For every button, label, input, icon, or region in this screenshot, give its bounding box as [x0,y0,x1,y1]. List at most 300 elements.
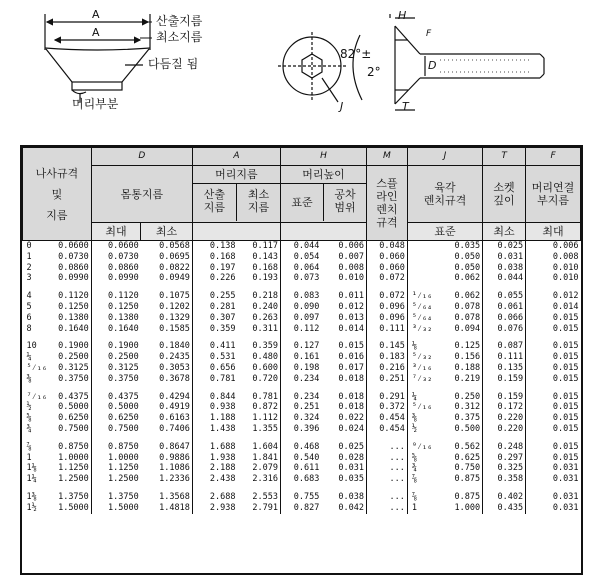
header-socket-line2: 깊이 [493,194,515,207]
table-cell: 0.844 [192,392,237,403]
table-cell: 0.055 [483,291,526,302]
group-spacer [23,435,581,442]
table-cell: 0.8750 [58,441,89,452]
table-cell: 0.007 [338,251,364,262]
spacer-cell [483,435,526,442]
table-cell: 0.872 [252,402,278,413]
table-cell: 0.0990 [91,273,140,284]
table-cell: ⁵⁄₁₆ [407,402,426,413]
table-cell: ⁵⁄₃₂ [407,352,426,363]
table-cell: ⁷⁄₃₂ [407,374,426,385]
table-cell: 0.9886 [159,452,190,463]
table-cell: 1.1086 [159,463,190,474]
table-cell: 0.0822 [159,262,190,273]
header-letter-m: M [366,148,407,166]
table-cell: 0.028 [338,452,364,463]
spacer-cell [427,385,483,392]
table-cell: 0.096 [366,313,407,324]
header-hex-wrench [407,166,482,223]
table-cell: 0.562 [454,441,481,452]
table-cell: 0.938 [192,402,237,413]
table-cell: 0.234 [281,374,322,385]
header-head-max-line1: 산출 [203,188,226,201]
spacer-cell [407,334,426,341]
label-d: D [428,59,437,72]
table-cell: 0.076 [483,324,526,335]
spacer-cell [407,435,426,442]
table-cell: 0.281 [192,302,237,313]
table-cell: ⁵⁄₆₄ [407,313,426,324]
table-cell: 0.755 [281,492,322,503]
table-cell: 1.1250 [58,463,89,474]
table-cell: 0.073 [281,273,322,284]
table-row [23,252,581,263]
table-cell: 0.234 [281,392,322,403]
table-cell: 0.061 [483,302,526,313]
table-cell: 0.6250 [58,413,89,424]
table-cell: 0.062 [454,291,481,302]
header-nominal-line2: 및 [51,187,63,201]
table-cell: ⁹⁄₁₆ [407,442,426,453]
spacer-cell [23,485,40,492]
spacer-cell [91,385,140,392]
table-cell: 1.112 [252,413,278,424]
table-cell: 0.035 [338,474,364,485]
header-head-height-spacer [281,223,367,241]
table-cell: 0.097 [281,313,322,324]
table-cell: ¾ [26,423,32,434]
header-letter-a: A [192,148,280,166]
table-cell: 0.198 [281,363,322,374]
spacer-cell [192,334,237,341]
table-cell: 0.1250 [58,301,89,312]
header-head-height [281,166,367,223]
table-row [23,402,581,413]
table-cell: 0.7500 [91,424,140,435]
table-cell: 0.008 [526,252,581,263]
table-cell: 0.011 [338,291,364,302]
table-cell: 0.468 [281,442,322,453]
table-cell: 0.1329 [159,312,190,323]
header-spline-line3: 렌치 [376,203,398,216]
table-cell: ... [366,453,407,464]
table-cell: 0.112 [281,324,322,335]
header-hh-tol-line2: 범위 [334,201,356,214]
spacer-cell [281,435,322,442]
table-cell: 0.015 [526,324,581,335]
table-cell: 0.015 [526,424,581,435]
header-hh-tol [324,184,366,221]
table-cell: 0.013 [338,312,364,323]
table-cell: 0.035 [454,241,481,251]
spacer-cell [141,284,193,291]
table-cell: 0.220 [483,413,526,424]
table-cell: ⁷⁄₁₆ [26,391,47,402]
table-cell: ⅝ [407,453,426,464]
table-cell: 0.218 [252,291,278,302]
table-cell: 0.0949 [159,273,190,284]
table-cell: 0.078 [454,312,481,323]
spacer-cell [526,485,581,492]
table-cell: 0.3125 [58,362,89,373]
table-cell: 0.1202 [159,301,190,312]
screw-drawings [0,0,600,140]
dim-a-bottom: A [92,26,100,39]
table-row [23,291,581,302]
table-cell: 0.083 [281,291,322,302]
table-cell: 0 [26,241,32,251]
table-cell: 0.7500 [58,423,89,434]
table-cell: 0.015 [526,402,581,413]
label-t: T [402,100,409,113]
table-cell: 0.500 [454,423,481,434]
header-head-min-line1: 최소 [247,188,270,201]
table-cell: 0.048 [366,241,407,252]
spacer-cell [141,435,193,442]
table-cell: 2.438 [192,474,237,485]
spacer-cell [366,385,407,392]
table-cell: 0.216 [366,363,407,374]
table-row [23,302,581,313]
table-cell: 0.168 [252,262,278,273]
header-letter-h: H [281,148,367,166]
table-cell: 0.1640 [91,324,140,335]
table-cell: 0.072 [366,273,407,284]
table-cell: ... [366,442,407,453]
table-cell: 0.6250 [91,413,140,424]
table-cell: 0.2500 [58,352,89,363]
group-spacer [23,385,581,392]
header-hh-tol-line1: 공차 [334,188,356,201]
header-letter-f: F [526,148,581,166]
spacer-cell [483,284,526,291]
table-row [23,503,581,514]
table-cell: 0.4919 [159,402,190,413]
table-cell: 0.010 [338,273,364,284]
table-cell: 0.0730 [91,252,140,263]
table-cell: 0.251 [366,374,407,385]
header-spline-line1: 스플 [376,177,398,190]
header-hex-line1: 육각 [434,181,456,194]
table-cell: ³⁄₃₂ [407,324,426,335]
table-cell: 0.0695 [159,251,190,262]
table-cell: 0.375 [454,413,481,424]
table-cell: 1.2500 [91,474,140,485]
table-row [23,492,581,503]
table-cell: 0.226 [192,273,237,284]
table-cell: 0.015 [338,341,364,352]
table-cell: 1.438 [192,424,237,435]
table-cell: 8 [26,323,32,334]
table-cell: 0.031 [338,463,364,474]
table-row [23,442,581,453]
table-cell: 0.3125 [91,363,140,374]
table-cell: 0.022 [338,413,364,424]
table-cell: 0.248 [483,442,526,453]
table-cell: 0.2500 [91,352,140,363]
table-cell: 0.8647 [159,441,190,452]
table-cell: 0.094 [454,323,481,334]
spacer-cell [40,385,92,392]
spacer-cell [91,334,140,341]
table-cell: 0.015 [526,392,581,403]
table-cell: 0.8750 [91,442,140,453]
table-cell: 0.127 [281,341,322,352]
table-cell: 0.010 [526,273,581,284]
table-cell: 0.010 [526,263,581,274]
label-finished-edge: 다듬질 됨 [148,57,199,71]
spacer-cell [40,485,92,492]
table-cell: ⅞ [407,492,426,503]
spacer-cell [526,284,581,291]
spacer-cell [237,435,280,442]
table-cell: 0.291 [366,392,407,403]
table-cell: 0.827 [281,503,322,514]
header-nominal [23,148,92,241]
table-cell: 0.0990 [58,273,89,284]
table-row [23,352,581,363]
table-cell: 4 [26,291,32,302]
table-cell: 0.5000 [91,402,140,413]
table-cell: 0.1900 [58,341,89,352]
table-cell: 0.250 [454,391,481,402]
spacer-cell [427,334,483,341]
table-cell: 0.031 [483,252,526,263]
table-cell: ⁵⁄₆₄ [407,302,426,313]
table-cell: 0.611 [281,463,322,474]
header-nominal-line3: 지름 [46,208,68,222]
table-cell: 10 [26,341,37,352]
table-cell: ⅜ [26,373,32,384]
table-cell: 0.297 [483,453,526,464]
table-cell: 0.015 [526,313,581,324]
table-cell: 0.111 [366,324,407,335]
table-cell: 0.066 [483,313,526,324]
table-cell: 0.031 [526,463,581,474]
header-fillet-max: 최대 [526,223,581,241]
table-cell: 0.012 [338,301,364,312]
table-cell [407,263,426,274]
table-cell: 0.087 [483,341,526,352]
table-cell: 0.015 [526,413,581,424]
table-cell: 0.145 [366,341,407,352]
table-cell: 0.012 [526,291,581,302]
table-cell: 0.156 [454,352,481,363]
header-head-diameter [192,166,280,223]
table-cell: 1.688 [192,442,237,453]
table-cell: 1.3750 [91,492,140,503]
table-cell: 0.3053 [159,362,190,373]
table-cell: 0.090 [281,302,322,313]
table-cell: 0.1250 [91,302,140,313]
header-body-diameter: 몸통지름 [91,166,192,223]
table-cell: 0.7406 [159,423,190,434]
spacer-cell [366,435,407,442]
table-cell: 0.750 [454,463,481,474]
screw-side-view [353,14,544,110]
header-head-height-subs [281,184,366,221]
header-hex-line2: 렌치규격 [423,194,467,207]
table-cell: ⅞ [26,441,32,452]
table-cell: ⅜ [407,413,426,424]
table-cell: 0.025 [483,241,526,252]
group-spacer [23,334,581,341]
table-cell: 0.015 [526,352,581,363]
header-fillet-line1: 머리연결 [531,181,575,194]
table-row [23,474,581,485]
spacer-cell [192,435,237,442]
table-cell: 0.014 [338,323,364,334]
spacer-cell [281,385,322,392]
header-head-height-title: 머리높이 [281,166,366,184]
header-spline-line2: 라인 [376,190,398,203]
table-cell: ⅞ [407,474,426,485]
table-cell: 0.159 [483,392,526,403]
table-cell: 0.064 [281,263,322,274]
spacer-cell [526,334,581,341]
spacer-cell [281,334,322,341]
table-cell: 0.396 [281,424,322,435]
table-cell: 0.531 [192,352,237,363]
table-cell: 0.875 [454,474,481,485]
table-cell: 0.135 [483,363,526,374]
table-header [23,148,581,241]
table-cell: 1.0000 [58,452,89,463]
table-cell: 0.311 [252,323,278,334]
diagram-area [0,0,600,140]
table-row [23,413,581,424]
table-cell [407,241,426,252]
spacer-cell [192,485,237,492]
table-cell: 0.2435 [159,352,190,363]
table-cell: 2.316 [252,474,278,485]
spacer-cell [366,284,407,291]
table-cell: 2 [26,262,32,273]
table-cell: 1.3750 [58,491,89,502]
table-cell: 0.024 [338,423,364,434]
table-cell: 0.219 [454,373,481,384]
table-cell: 0.038 [483,263,526,274]
table-cell [407,252,426,263]
table-cell: ¼ [407,392,426,403]
table-cell: 0.3750 [91,374,140,385]
table-cell: 0.054 [281,252,322,263]
table-cell: 0.683 [281,474,322,485]
table-cell: ... [366,474,407,485]
table-cell: 2.553 [252,491,278,502]
spacer-cell [192,385,237,392]
table-cell: 0.255 [192,291,237,302]
table-row [23,241,581,252]
table-cell: 0.480 [252,352,278,363]
table-cell: 1.000 [454,502,481,513]
table-cell: ⅝ [26,413,32,424]
header-socket-depth [483,166,526,223]
table-cell: 1½ [26,502,37,513]
table-cell: 6 [26,312,32,323]
table-cell: 0.018 [338,373,364,384]
table-cell: ¼ [26,352,32,363]
table-cell: 0.1120 [58,291,89,302]
table-cell: 2.188 [192,463,237,474]
table-cell: 0.6163 [159,413,190,424]
table-cell: 0.016 [338,352,364,363]
table-cell: 0.220 [483,424,526,435]
table-cell: 0.197 [192,263,237,274]
spacer-cell [427,284,483,291]
group-spacer [23,284,581,291]
table-cell: 0.372 [366,402,407,413]
table-cell: 0.454 [366,424,407,435]
table-cell: ³⁄₁₆ [407,363,426,374]
header-hh-std: 표준 [281,184,324,221]
header-letter-j: J [407,148,482,166]
table-cell: 0.0860 [91,263,140,274]
spacer-cell [192,284,237,291]
table-cell: 0.008 [338,262,364,273]
screw-spec-table [20,145,583,575]
table-row [23,363,581,374]
table-cell: 1.4818 [159,502,190,513]
table-cell: 5 [26,301,32,312]
spacer-cell [40,284,92,291]
spacer-cell [23,435,40,442]
table-cell: 0.072 [366,291,407,302]
table-cell: 0.1075 [159,291,190,302]
table-cell: 0.1900 [91,341,140,352]
table-cell: 0.781 [252,391,278,402]
table-cell: 0.050 [454,262,481,273]
spacer-cell [23,334,40,341]
table-cell: 0.015 [526,341,581,352]
spacer-cell [366,485,407,492]
table-cell: 1.938 [192,453,237,464]
table-cell: 0.358 [483,474,526,485]
table-cell: 1.3568 [159,491,190,502]
table-cell: 0.060 [366,263,407,274]
spacer-cell [407,284,426,291]
label-j: J [340,100,344,113]
header-hex-std: 표준 [407,223,482,241]
socket-end-view [278,32,346,102]
spec-table [22,147,581,514]
table-cell: 0.1585 [159,323,190,334]
spacer-cell [237,485,280,492]
table-cell: 0.540 [281,453,322,464]
header-fillet-line2: 부지름 [537,194,569,207]
spacer-cell [91,435,140,442]
table-cell: 0.251 [281,402,322,413]
table-cell: 0.078 [454,301,481,312]
header-head-diameter-subs [193,184,280,221]
table-cell: 0.006 [338,241,364,251]
spacer-cell [427,485,483,492]
table-cell: 0.062 [454,273,481,284]
table-row [23,263,581,274]
table-row [23,324,581,335]
header-letter-d: D [91,148,192,166]
spacer-cell [321,385,366,392]
table-cell: 0.060 [366,252,407,263]
spacer-cell [483,485,526,492]
table-cell: 0.172 [483,402,526,413]
label-angle: 82°± [340,47,372,61]
table-cell: ... [366,463,407,474]
table-cell: 0.159 [483,374,526,385]
table-cell: 1 [26,452,32,463]
header-body-min: 최소 [141,223,193,241]
table-cell: 0.014 [526,302,581,313]
